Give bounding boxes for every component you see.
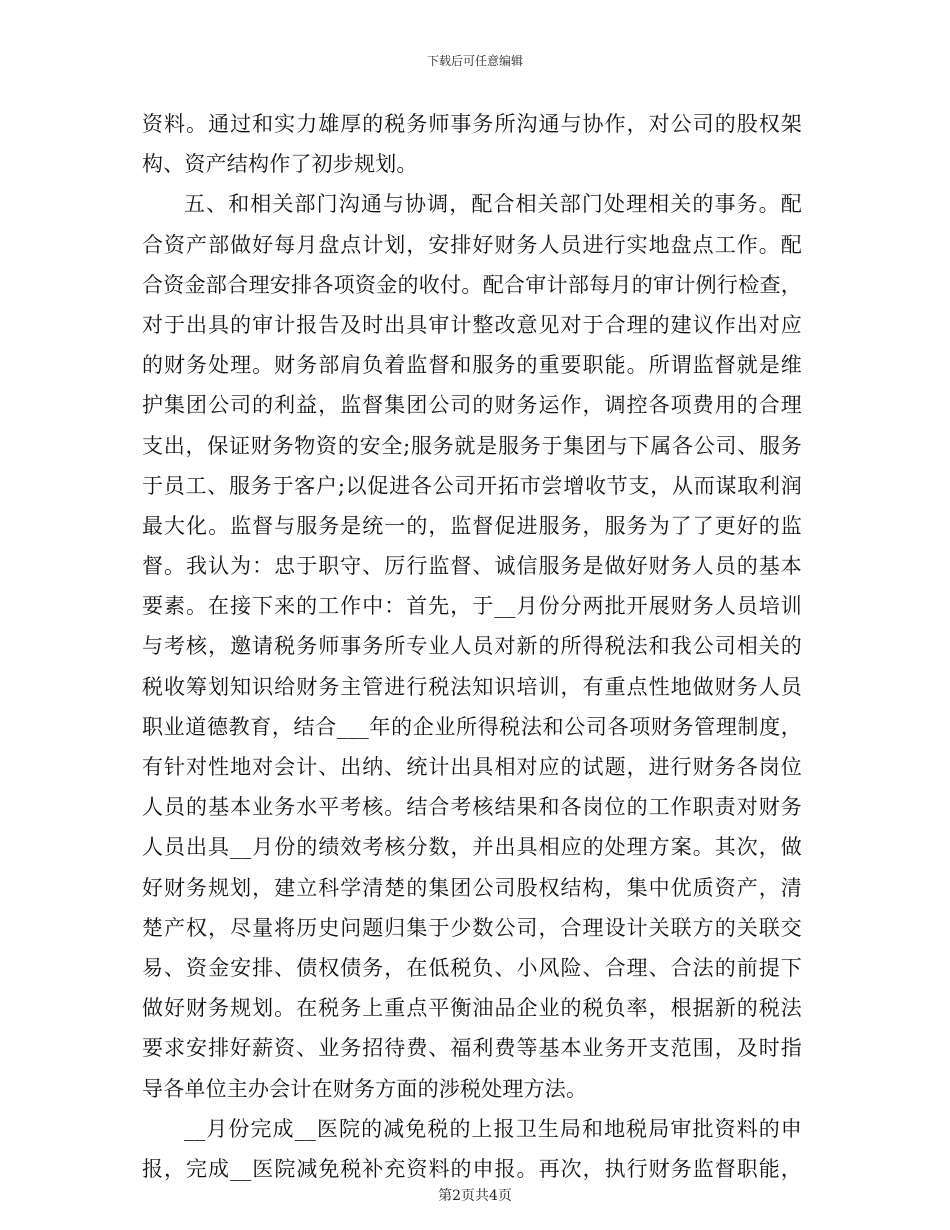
text-line: 报，完成__医院减免税补充资料的申报。再次，执行财务监督职能， xyxy=(142,1156,802,1181)
text-line: 合资金部合理安排各项资金的收付。配合审计部每月的审计例行检查， xyxy=(142,272,802,297)
text-line: 好财务规划，建立科学清楚的集团公司股权结构，集中优质资产，清 xyxy=(142,875,802,900)
text-line: 税收筹划知识给财务主管进行税法知识培训，有重点性地做财务人员 xyxy=(142,674,802,699)
text-line: 的财务处理。财务部肩负着监督和服务的重要职能。所谓监督就是维 xyxy=(142,353,802,378)
text-line: 职业道德教育，结合___年的企业所得税法和公司各项财务管理制度， xyxy=(142,714,802,739)
text-line: 对于出具的审计报告及时出具审计整改意见对于合理的建议作出对应 xyxy=(142,312,802,337)
text-line: 做好财务规划。在税务上重点平衡油品企业的税负率，根据新的税法 xyxy=(142,996,802,1021)
text-line: 构、资产结构作了初步规划。 xyxy=(142,152,418,177)
text-line: 人员出具__月份的绩效考核分数，并出具相应的处理方案。其次，做 xyxy=(142,835,802,860)
text-line: 楚产权，尽量将历史问题归集于少数公司，合理设计关联方的关联交 xyxy=(142,915,802,940)
document-body xyxy=(142,104,802,1189)
page-footer: 第2页共4页 xyxy=(438,1188,512,1204)
text-line: 五、和相关部门沟通与协调，配合相关部门处理相关的事务。配 xyxy=(184,192,802,217)
text-line: 合资产部做好每月盘点计划，安排好财务人员进行实地盘点工作。配 xyxy=(142,232,802,257)
text-line: 要求安排好薪资、业务招待费、福利费等基本业务开支范围，及时指 xyxy=(142,1036,802,1061)
text-line: 于员工、服务于客户;以促进各公司开拓市尝增收节支，从而谋取利润 xyxy=(142,473,802,498)
text-line: 人员的基本业务水平考核。结合考核结果和各岗位的工作职责对财务 xyxy=(142,795,802,820)
text-line: 与考核，邀请税务师事务所专业人员对新的所得税法和我公司相关的 xyxy=(142,634,802,659)
text-line: 易、资金安排、债权债务，在低税负、小风险、合理、合法的前提下 xyxy=(142,955,802,980)
text-line: 护集团公司的利益，监督集团公司的财务运作，调控各项费用的合理 xyxy=(142,393,802,418)
text-line: 有针对性地对会计、出纳、统计出具相对应的试题，进行财务各岗位 xyxy=(142,755,802,779)
text-line: __月份完成__医院的减免税的上报卫生局和地税局审批资料的申 xyxy=(184,1116,802,1141)
text-line: 督。我认为：忠于职守、厉行监督、诚信服务是做好财务人员的基本 xyxy=(142,554,802,579)
text-line: 最大化。监督与服务是统一的，监督促进服务，服务为了了更好的监 xyxy=(142,513,802,538)
page-header: 下载后可任意编辑 xyxy=(426,54,523,68)
text-line: 导各单位主办会计在财务方面的涉税处理方法。 xyxy=(142,1076,588,1101)
text-line: 要素。在接下来的工作中：首先，于__月份分两批开展财务人员培训 xyxy=(142,594,802,619)
text-line: 支出，保证财务物资的安全;服务就是服务于集团与下属各公司、服务 xyxy=(142,433,802,458)
text-line: 资料。通过和实力雄厚的税务师事务所沟通与协作，对公司的股权架 xyxy=(142,112,802,136)
